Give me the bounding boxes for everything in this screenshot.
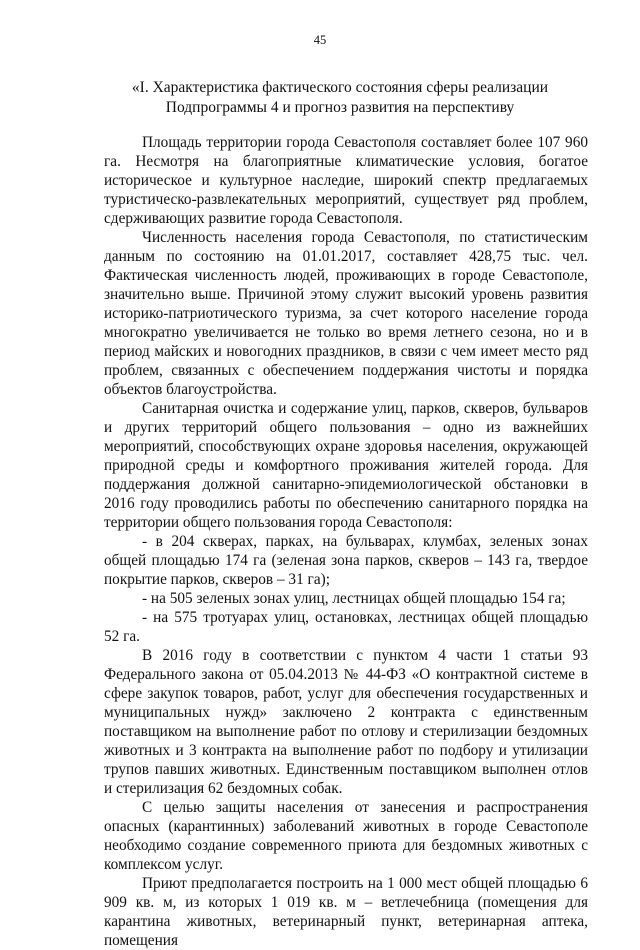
paragraph-shelter-plan: Приют предполагается построить на 1 000 мест общей площадью 6 909 кв. м, из которых 1 019 кв. м – ветлечебница (помещения для карантина животных, ветеринарный пункт, ветеринарная аптека, помещения (104, 875, 588, 949)
paragraph-contracts: В 2016 году в соответствии с пунктом 4 части 1 статьи 93 Федерального закона от 05.04.2013 № 44-ФЗ «О контрактной системе в сфере закупок товаров, работ, услуг для обеспечения государственных и муниципальных нужд» заключено 2 контракта с единственным поставщиком на выполнение работ по отлову и стерилизации бездомных животных и 3 контракта на выполнение работ по подбору и утилизации трупов павших животных. Единственным поставщиком выполнен отлов и стерилизация 62 бездомных собак. (104, 647, 588, 797)
section-title (100, 78, 580, 118)
section-title-line-2: Подпрограммы 4 и прогноз развития на перспективу (165, 99, 515, 116)
section-title-line-1: «I. Характеристика фактического состояния сферы реализации (131, 79, 549, 96)
page-number: 45 (313, 33, 327, 47)
list-item-sidewalks: - на 575 тротуарах улиц, остановках, лестницах общей площадью 52 га. (104, 609, 588, 645)
paragraph-shelter-need: С целью защиты населения от занесения и распространения опасных (карантинных) заболеваний животных в городе Севастополе необходимо создание современного приюта для бездомных животных с комплексом услуг. (104, 799, 588, 873)
paragraph-population: Численность населения города Севастополя, по статистическим данным по состоянию на 01.01.2017, составляет 428,75 тыс. чел. Фактическая численность людей, проживающих в городе Севастополе, значительно выше. Причиной этому служит высокий уровень развития историко-патриотического туризма, за счет которого население города многократно увеличивается не только во время летнего сезона, но и в период майских и новогодних праздников, в связи с чем имеет место ряд проблем, связанных с обеспечением поддержания чистоты и порядка объектов благоустройства. (104, 229, 588, 398)
paragraph-territory: Площадь территории города Севастополя составляет более 107 960 га. Несмотря на благоприятные климатические условия, богатое историческое и культурное наследие, широкий спектр предлагаемых туристическо-развлекательных мероприятий, существует ряд проблем, сдерживающих развитие города Севастополя. (104, 134, 588, 227)
list-item-green-zones: - на 505 зеленых зонах улиц, лестницах общей площадью 154 га; (142, 590, 566, 607)
paragraph-sanitary-cleaning: Санитарная очистка и содержание улиц, парков, скверов, бульваров и других территорий общего пользования – одно из важнейших мероприятий, способствующих охране здоровья населения, окружающей природной среды и комфортного проживания жителей города. Для поддержания должной санитарно-эпидемиологической обстановки в 2016 году проводились работы по обеспечению санитарного порядка на территории общего пользования города Севастополя: (104, 400, 588, 531)
body-text (104, 133, 588, 950)
list-item-squares-parks: - в 204 скверах, парках, на бульварах, клумбах, зеленых зонах общей площадью 174 га (зеленая зона парков, скверов – 143 га, твердое покрытие парков, скверов – 31 га); (104, 533, 588, 588)
